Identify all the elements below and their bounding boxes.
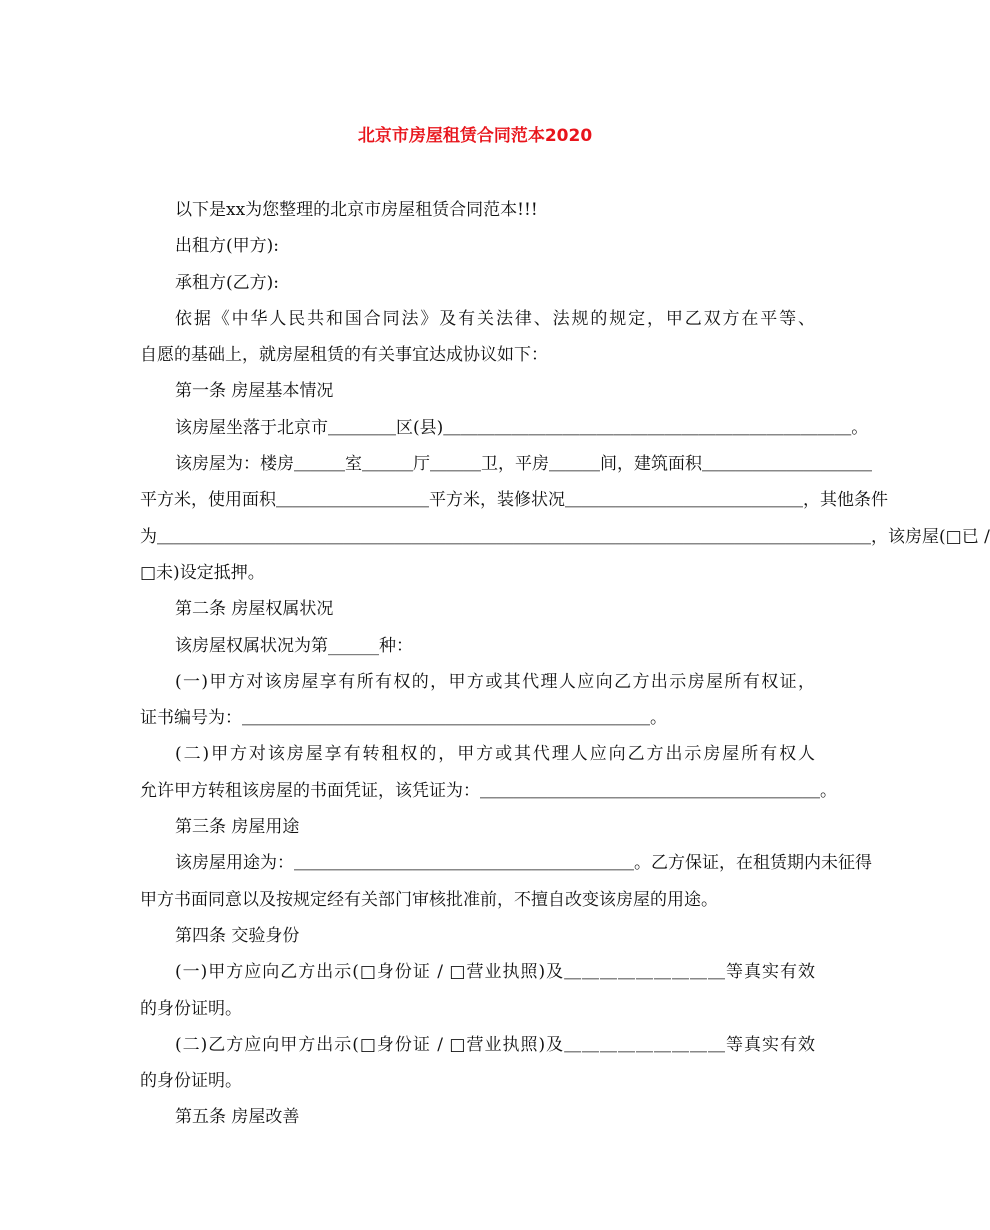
document-line: (二)甲方对该房屋享有转租权的，甲方或其代理人应向乙方出示房屋所有权人 bbox=[175, 744, 815, 765]
document-line: 该房屋坐落于北京市＿＿＿＿区(县)＿＿＿＿＿＿＿＿＿＿＿＿＿＿＿＿＿＿＿＿＿＿＿＿。 bbox=[175, 417, 869, 438]
document-line: 为＿＿＿＿＿＿＿＿＿＿＿＿＿＿＿＿＿＿＿＿＿＿＿＿＿＿＿＿＿＿＿＿＿＿＿＿＿＿＿＿＿＿，该房屋(□已 / bbox=[140, 526, 990, 547]
document-line: (一)甲方应向乙方出示(□身份证 / □营业执照)及＿＿＿＿＿＿＿＿＿等真实有效 bbox=[175, 962, 815, 983]
document-line: 第五条 房屋改善 bbox=[175, 1107, 300, 1128]
document-line: 甲方书面同意以及按规定经有关部门审核批准前，不擅自改变该房屋的用途。 bbox=[140, 889, 718, 910]
document-line: 出租方(甲方): bbox=[175, 236, 279, 257]
document-body bbox=[140, 192, 990, 1136]
document-line: 证书编号为：＿＿＿＿＿＿＿＿＿＿＿＿＿＿＿＿＿＿＿＿＿＿＿＿。 bbox=[140, 708, 667, 729]
document-line: 依据《中华人民共和国合同法》及有关法律、法规的规定，甲乙双方在平等、 bbox=[175, 308, 815, 329]
document-line: 该房屋用途为：＿＿＿＿＿＿＿＿＿＿＿＿＿＿＿＿＿＿＿＿。乙方保证，在租赁期内未征得 bbox=[175, 853, 872, 874]
document-line: 承租方(乙方): bbox=[175, 272, 279, 293]
document-line: (二)乙方应向甲方出示(□身份证 / □营业执照)及＿＿＿＿＿＿＿＿＿等真实有效 bbox=[175, 1034, 815, 1055]
document-line: 自愿的基础上，就房屋租赁的有关事宜达成协议如下： bbox=[140, 345, 548, 366]
document-line: 的身份证明。 bbox=[140, 998, 242, 1019]
document-line: □未)设定抵押。 bbox=[140, 562, 265, 583]
document-line: 第三条 房屋用途 bbox=[175, 817, 300, 838]
document-line: 第一条 房屋基本情况 bbox=[175, 381, 334, 402]
document-line: 该房屋为：楼房＿＿＿室＿＿＿厅＿＿＿卫，平房＿＿＿间，建筑面积＿＿＿＿＿＿＿＿＿＿ bbox=[175, 454, 872, 475]
document-line: (一)甲方对该房屋享有所有权的，甲方或其代理人应向乙方出示房屋所有权证， bbox=[175, 671, 815, 692]
document-line: 第四条 交验身份 bbox=[175, 925, 300, 946]
document-line: 以下是xx为您整理的北京市房屋租赁合同范本!!! bbox=[175, 200, 538, 220]
document-line: 的身份证明。 bbox=[140, 1071, 242, 1092]
document-line: 第二条 房屋权属状况 bbox=[175, 599, 334, 620]
document-line: 允许甲方转租该房屋的书面凭证，该凭证为：＿＿＿＿＿＿＿＿＿＿＿＿＿＿＿＿＿＿＿＿。 bbox=[140, 780, 837, 801]
document-line: 该房屋权属状况为第______种： bbox=[175, 635, 413, 656]
document-line: 平方米，使用面积＿＿＿＿＿＿＿＿＿平方米，装修状况＿＿＿＿＿＿＿＿＿＿＿＿＿＿，其他条件 bbox=[140, 490, 888, 511]
document-title: 北京市房屋租赁合同范本2020 bbox=[357, 126, 593, 146]
